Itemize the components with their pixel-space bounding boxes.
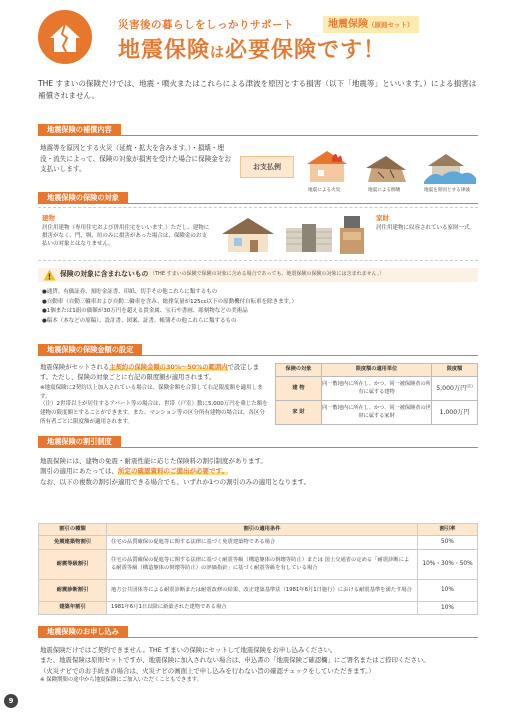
table-row: 建築年割引 1981年6月1日以降に新築された建物である場合 10% [39, 602, 478, 615]
payment-examples [240, 148, 478, 198]
list-item: ●自動車（自動三輪車および自動二輪車を含み、総排気量が125cc以下の原動機付自転車を除きます。） [42, 298, 297, 305]
section-coverage: 地震保険の補償内容 [38, 124, 478, 136]
exclusion-list [42, 288, 472, 327]
table-header: 限度額の適用単位 [322, 364, 432, 377]
exclusion-bar [38, 268, 478, 282]
limit-table [275, 363, 478, 425]
exclusion-note: （THE すまいの保険で保険の対象に含める場合であっても、地震保険の保険の対象には含まれません。） [150, 271, 385, 277]
table-row: 家 財 同一敷地内に所在し、かつ、同一被保険者の世帯に属する家財 1,000万円 [276, 401, 478, 425]
caption-fire: 地震による火災 [308, 188, 341, 193]
exclusion-title: 保険の対象に含まれないもの [60, 270, 149, 278]
page-title: 地震保険は必要保険です！ [118, 38, 387, 63]
section-apply: 地震保険のお申し込み [38, 626, 478, 638]
caption-collapse: 地震による倒壊 [368, 188, 401, 193]
gate-fence-icon [284, 218, 334, 254]
target-box [38, 207, 478, 261]
page-number: 9 [4, 694, 18, 708]
collapsed-house-icon [366, 156, 406, 182]
section-target: 地震保険の保険の対象 [38, 192, 478, 204]
contents-target: 家財 居住用建物に収容されている家財一式。 [376, 214, 476, 231]
building-target: 建物 居住用建物（専用住宅および併用住宅をいいます。）ただし、建物に損害がなく、門、塀、垣のみに損害があった場合は、保険金のお支払いの対象とはなりません。 [42, 214, 210, 248]
coverage-text: 地震等を原因とする火災（延焼・拡大を含みます。）・損壊・埋没・流失によって、保険の対象が損害を受けた場合に保険金をお支払いします。 [40, 144, 232, 174]
amount-note-2: （注）2世帯以上が居住するアパート等の場合は、世帯（戸室）数に5,000万円を乗じた額を建物の限度額とすることができます。また、マンション等の区分所有建物の場合は、各区分所有者ごとに限度額が適用されます。 [40, 401, 268, 425]
earthquake-insurance-badge: 地震保険（原則セット） [323, 16, 419, 33]
table-row: 免震建築物割引 住宅の品質確保の促進等に関する法律に基づく免震建築物である場合 50% [39, 536, 478, 550]
list-item: ●稿本（本などの原稿）、設計書、図案、証書、帳簿その他これらに類するもの [42, 317, 237, 324]
fire-house-icon [307, 151, 347, 182]
section-amount: 地震保険の保険金額の設定 [38, 344, 478, 356]
payment-example-label: お支払例 [240, 156, 294, 178]
section-discount: 地震保険の割引制度 [38, 436, 478, 448]
caption-tsunami: 地震を原因とする津波 [424, 188, 470, 193]
discount-intro: 地震保険には、建物の免震・耐震性能に応じた保険料の割引制度があります。 割引の適用にあたっては、所定の確認資料のご提出が必要です。 なお、以下の複数の割引が適用できる場合でも、いずれか1つの割引のみの適用となります。 [40, 457, 311, 486]
warning-icon [43, 269, 56, 281]
furniture-icon [338, 212, 366, 256]
table-row: 建 物 同一敷地内に所在し、かつ、同一被保険者の所有に属する建物 5,000万円$^{(注)}$ [276, 377, 478, 401]
amount-note-1: ※地震保険に2契約以上加入されている場合は、保険金額を合算して右記限度額を適用します。 [40, 385, 263, 400]
svg-text:!: ! [47, 272, 52, 281]
discount-table [38, 523, 478, 615]
amount-text: 地震保険がセットされる主契約の保険金額の30%〜50%の範囲内で設定します。ただし、保険の対象ごとに右記の限度額が適用されます。 [40, 364, 260, 382]
tsunami-icon [424, 154, 476, 184]
list-item: ●通貨、有価証券、預貯金証書、印紙、切手その他これらに類するもの [42, 289, 218, 295]
table-header: 割引率 [418, 524, 478, 536]
table-header: 割引の種類 [39, 524, 107, 536]
disaster-illustrations [302, 148, 478, 186]
table-row: 耐震診断割引 地方公共団体等による耐震診断または耐震改修の結果、改正建築基準法（1981年6月1日施行）における耐震基準を満たす場合 10% [39, 580, 478, 602]
apply-text: 地震保険だけではご契約できません。THE すまいの保険にセットして地震保険をお申し込みください。 また、地震保険は原則セットですが、地震保険に加入されない場合は、申込書の「地震保険ご確認欄」にご署名またはご捺印ください。 （火災ナビでのお手続きの場合は、火災ナビの画面上で申し込みを行わない旨の確認チェックをしていただきます。） [40, 646, 430, 675]
page-header [38, 10, 498, 65]
table-header: 限度額 [432, 364, 478, 377]
broken-house-icon [38, 10, 92, 64]
header-subtitle: 災害後の暮らしをしっかりサポート [118, 19, 294, 31]
apply-note: ※ 保険期間の途中から地震保険にご加入いただくこともできます。 [40, 677, 203, 683]
table-header: 保険の対象 [276, 364, 322, 377]
house-icon [218, 214, 278, 254]
table-header: 割引の適用条件 [107, 524, 418, 536]
list-item: ●1個または1組の価額が30万円を超える貴金属、宝石や書画、彫刻物などの美術品 [42, 308, 248, 315]
table-row: 耐震等級割引 住宅の品質確保の促進等に関する法律に基づく耐震等級（構造躯体の倒壊等防止）または 国土交通省の定める「耐震診断による耐震等級（構造躯体の倒壊等防止）の評価指針」に基づく耐震等級を有している場合 10%・30%・50% [39, 550, 478, 580]
intro-text: THE すまいの保険だけでは、地震・噴火またはこれらによる津波を原因とする損害（以下「地震等」といいます。）による損害は補償されません。 [38, 79, 477, 101]
